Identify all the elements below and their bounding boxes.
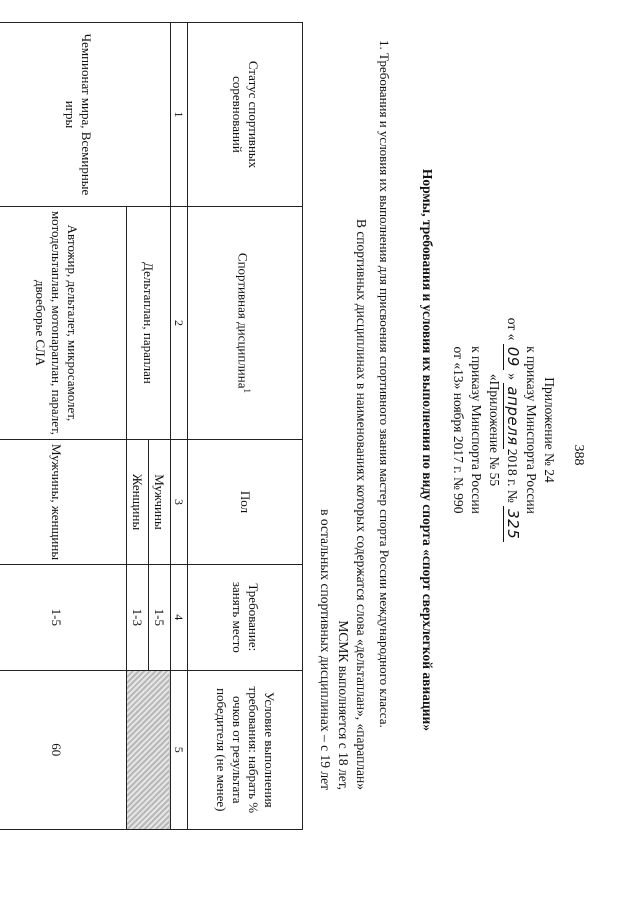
header-status: Статус спортивных соревнований xyxy=(188,23,303,207)
age-note-line-1: В спортивных дисциплинах в наименованиях которых содержатся слова «дельтаплан», «параплан» xyxy=(354,218,369,790)
column-number: 1 xyxy=(171,23,188,207)
column-number: 3 xyxy=(171,439,188,564)
previous-order-date: от «13» ноября 2017 г. № 990 xyxy=(451,346,466,514)
age-note xyxy=(316,200,370,790)
column-number: 2 xyxy=(171,206,188,439)
header-sex: Пол xyxy=(188,439,303,564)
cell-place: 1-3 xyxy=(127,565,149,670)
order-year-text: 2018 г. № xyxy=(505,448,520,503)
header-condition: Условие выполнения требования: набрать % очков от результата победителя (не менее) xyxy=(188,670,303,829)
header-discipline-label: Спортивная дисциплина xyxy=(235,252,251,389)
cell-place: 1-5 xyxy=(149,565,171,670)
cell-status: Чемпионат мира, Всемирные игры xyxy=(0,23,171,207)
cell-place: 1-5 xyxy=(0,565,127,670)
footnote-marker: 1 xyxy=(242,388,253,393)
cell-discipline: Дельтаплан, параплан xyxy=(127,206,171,439)
previous-appendix-number: «Приложение № 55 xyxy=(487,373,502,487)
order-day-handwritten: 09 xyxy=(503,344,522,370)
appendix-number: Приложение № 24 xyxy=(542,377,557,483)
cell-condition-shaded xyxy=(127,670,171,829)
appendix-order-ref: к приказу Минспорта России xyxy=(524,346,539,514)
age-note-line-2: МСМК выполняется с 18 лет, xyxy=(336,620,351,790)
page-number: 388 xyxy=(571,444,586,466)
cell-condition: 60 xyxy=(0,670,127,829)
order-date-quote: » xyxy=(505,373,520,380)
cell-sex: Мужчины, женщины xyxy=(0,439,127,564)
previous-order-ref: к приказу Минспорта России xyxy=(469,346,484,514)
norms-table xyxy=(0,22,303,830)
section-heading: 1. Требования и условия их выполнения для присвоения спортивного звания мастер спорта России международного класса. xyxy=(377,40,392,728)
column-number: 4 xyxy=(171,565,188,670)
column-number: 5 xyxy=(171,670,188,829)
order-month-handwritten: апреля xyxy=(503,383,522,448)
order-number-handwritten: 325 xyxy=(503,506,522,542)
cell-discipline: Автожир, дельталет, микросамолет, мотодельтаплан, мотопараплан, паралет, двоеборье СЛА xyxy=(0,206,127,439)
appendix-order-date xyxy=(503,130,522,730)
age-note-line-3: в остальных спортивных дисциплинах – с 19 лет xyxy=(318,509,333,790)
document-title: Нормы, требования и условия их выполнения по виду спорта «спорт сверхлегкой авиации» xyxy=(420,168,435,732)
cell-sex: Мужчины xyxy=(149,439,171,564)
cell-sex: Женщины xyxy=(127,439,149,564)
order-date-prefix: от « xyxy=(505,317,520,341)
header-discipline xyxy=(188,206,303,439)
appendix-block xyxy=(449,130,558,730)
header-place: Требование: занять место xyxy=(188,565,303,670)
table-header-row xyxy=(188,23,303,830)
table-row xyxy=(149,23,171,830)
column-number-row xyxy=(171,23,188,830)
